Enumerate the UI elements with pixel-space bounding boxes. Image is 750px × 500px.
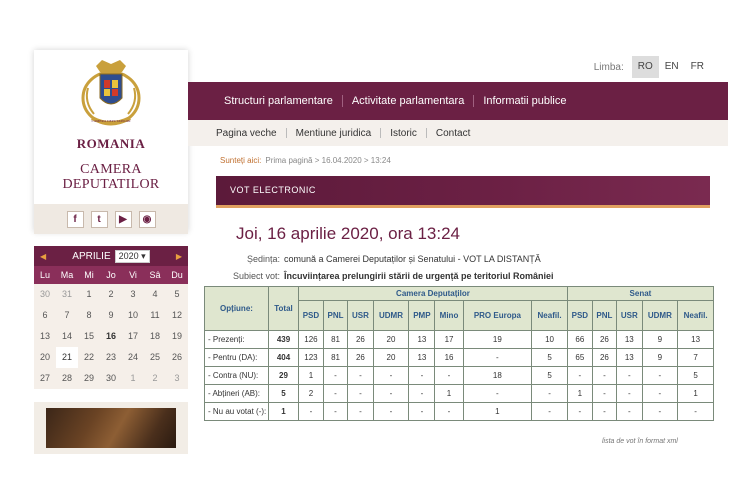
camera-vote-cell: -	[299, 403, 324, 421]
calendar-day[interactable]: 6	[42, 310, 48, 320]
senat-vote-cell: -	[592, 367, 616, 385]
col-option: Opțiune:	[205, 287, 269, 331]
language-selector	[594, 56, 710, 78]
calendar-day[interactable]: 13	[39, 331, 50, 341]
nav-activitate-parlamentara[interactable]: Activitate parlamentara	[351, 95, 465, 107]
senat-vote-cell: 7	[678, 349, 714, 367]
senat-vote-cell: 13	[678, 331, 714, 349]
twitter-icon[interactable]: t	[91, 211, 108, 228]
vote-total: 1	[269, 403, 299, 421]
camera-vote-cell: 5	[532, 349, 568, 367]
calendar-day[interactable]: 18	[149, 331, 160, 341]
camera-vote-cell: 1	[299, 367, 324, 385]
camera-vote-cell: 17	[435, 331, 463, 349]
senat-vote-cell: 65	[567, 349, 592, 367]
nav-mentiune-juridica[interactable]: Mentiune juridica	[295, 127, 372, 139]
calendar-day[interactable]: 12	[171, 310, 182, 320]
senat-vote-cell: 66	[567, 331, 592, 349]
vote-total: 439	[269, 331, 299, 349]
calendar-day[interactable]: 26	[171, 352, 182, 362]
camera-vote-cell: -	[409, 367, 435, 385]
secondary-nav	[188, 120, 728, 146]
weekday-label: Mi	[84, 270, 94, 280]
vote-row	[205, 385, 714, 403]
senat-vote-cell: -	[642, 385, 678, 403]
breadcrumb-label: Sunteți aici:	[220, 156, 262, 165]
breadcrumb	[220, 156, 391, 165]
nav-structuri-parlamentare[interactable]: Structuri parlamentare	[224, 95, 333, 107]
senat-vote-cell: -	[567, 367, 592, 385]
calendar-day[interactable]: 28	[61, 373, 72, 383]
camera-vote-cell: 20	[373, 331, 409, 349]
senat-party-header: Neafil.	[678, 301, 714, 331]
vote-row	[205, 403, 714, 421]
youtube-icon[interactable]: ▶	[115, 211, 132, 228]
camera-party-header: Neafil.	[532, 301, 568, 331]
vote-total: 404	[269, 349, 299, 367]
country-name: ROMANIA	[76, 136, 146, 151]
vote-option-label: - Nu au votat (-):	[205, 403, 269, 421]
camera-vote-cell: 1	[435, 385, 463, 403]
senat-vote-cell: -	[617, 385, 643, 403]
nav-contact[interactable]: Contact	[435, 127, 471, 139]
senat-vote-cell: -	[567, 403, 592, 421]
calendar-day[interactable]: 22	[83, 352, 94, 362]
camera-vote-cell: -	[323, 385, 347, 403]
senat-vote-cell: 13	[617, 349, 643, 367]
camera-party-header: USR	[348, 301, 374, 331]
calendar-day[interactable]: 2	[152, 373, 158, 383]
camera-vote-cell: -	[373, 403, 409, 421]
vote-row	[205, 331, 714, 349]
senat-vote-cell: 13	[617, 331, 643, 349]
vote-option-label: - Contra (NU):	[205, 367, 269, 385]
sedinta-label: Ședința:	[246, 254, 280, 264]
camera-vote-cell: 20	[373, 349, 409, 367]
calendar-day[interactable]: 7	[64, 310, 70, 320]
crest-ribbon-text: CAMERA DEPUTATILOR	[91, 119, 131, 123]
senat-vote-cell: 1	[567, 385, 592, 403]
vot-electronic-title: VOT ELECTRONIC	[230, 185, 316, 195]
camera-vote-cell: -	[323, 367, 347, 385]
calendar-day[interactable]: 23	[105, 352, 116, 362]
col-total: Total	[269, 287, 299, 331]
subiect-line	[200, 271, 554, 281]
nav-divider	[342, 95, 343, 107]
calendar-day[interactable]: 10	[127, 310, 138, 320]
calendar-day[interactable]: 27	[39, 373, 50, 383]
camera-vote-cell: -	[373, 385, 409, 403]
camera-vote-cell: -	[463, 349, 532, 367]
breadcrumb-path[interactable]: Prima pagină > 16.04.2020 > 13:24	[265, 156, 391, 165]
senat-vote-cell: -	[592, 403, 616, 421]
camera-vote-cell: 2	[299, 385, 324, 403]
calendar-title	[72, 250, 149, 263]
camera-party-header: PNL	[323, 301, 347, 331]
calendar-day[interactable]: 1	[130, 373, 136, 383]
calendar-day[interactable]: 8	[86, 310, 92, 320]
weekday-label: Vi	[129, 270, 137, 280]
calendar-day[interactable]: 2	[108, 289, 114, 299]
camera-vote-cell: -	[409, 403, 435, 421]
senat-vote-cell: 5	[678, 367, 714, 385]
weekday-label: Sâ	[149, 270, 161, 280]
sedinta-value: comună a Camerei Deputaților și Senatului - VOT LA DISTANȚĂ	[284, 254, 541, 264]
language-en[interactable]: EN	[664, 61, 679, 72]
institution-line-1: CAMERA	[80, 162, 142, 177]
nav-divider	[380, 128, 381, 138]
senat-vote-cell: 1	[678, 385, 714, 403]
subiect-label: Subiect vot:	[232, 271, 280, 281]
camera-party-header: PMP	[409, 301, 435, 331]
nav-istoric[interactable]: Istoric	[390, 127, 417, 139]
xml-list-link[interactable]: lista de vot în format xml	[602, 438, 678, 445]
facebook-icon[interactable]: f	[67, 211, 84, 228]
calendar-month: APRILIE	[72, 250, 111, 262]
senat-vote-cell: 26	[592, 349, 616, 367]
camera-vote-cell: 123	[299, 349, 324, 367]
senat-party-header: UDMR	[642, 301, 678, 331]
subiect-value: Încuviințarea prelungirii stării de urgență pe teritoriul României	[284, 271, 554, 281]
senat-vote-cell: 9	[642, 349, 678, 367]
calendar-day[interactable]: 11	[150, 310, 160, 320]
camera-party-header: PSD	[299, 301, 324, 331]
calendar-grid	[34, 284, 188, 389]
calendar-day[interactable]: 29	[83, 373, 94, 383]
calendar-day[interactable]: 14	[61, 331, 72, 341]
vote-option-label: - Pentru (DA):	[205, 349, 269, 367]
camera-vote-cell: 81	[323, 349, 347, 367]
camera-vote-cell: 1	[463, 403, 532, 421]
calendar	[34, 246, 188, 389]
camera-vote-cell: 18	[463, 367, 532, 385]
instagram-icon[interactable]: ◉	[139, 211, 156, 228]
camera-vote-cell: -	[348, 385, 374, 403]
weekday-label: Jo	[106, 270, 116, 280]
vote-total: 5	[269, 385, 299, 403]
senat-party-header: PSD	[567, 301, 592, 331]
calendar-day[interactable]: 5	[174, 289, 180, 299]
calendar-day[interactable]: 20	[39, 352, 50, 362]
institution-line-2: DEPUTATILOR	[62, 177, 160, 192]
camera-vote-cell: -	[373, 367, 409, 385]
language-label: Limba:	[593, 61, 624, 73]
camera-vote-cell: -	[532, 403, 568, 421]
session-title: Joi, 16 aprilie 2020, ora 13:24	[236, 224, 460, 243]
senat-vote-cell: -	[678, 403, 714, 421]
vote-results-table	[204, 286, 714, 421]
group-camera: Camera Deputaților	[299, 287, 568, 301]
nav-divider	[473, 95, 474, 107]
camera-vote-cell: -	[348, 403, 374, 421]
nav-informatii-publice[interactable]: Informatii publice	[483, 95, 567, 107]
camera-vote-cell: 13	[409, 349, 435, 367]
coat-of-arms-icon	[78, 58, 144, 132]
vote-row	[205, 349, 714, 367]
camera-vote-cell: 13	[409, 331, 435, 349]
calendar-day[interactable]: 21	[56, 347, 78, 368]
prev-month-icon[interactable]: ◀	[40, 251, 47, 261]
senat-vote-cell: 9	[642, 331, 678, 349]
camera-vote-cell: 16	[435, 349, 463, 367]
senat-vote-cell: 26	[592, 331, 616, 349]
language-fr[interactable]: FR	[690, 61, 704, 72]
camera-vote-cell: 81	[323, 331, 347, 349]
camera-vote-cell: 26	[348, 349, 374, 367]
social-links	[34, 204, 188, 234]
nav-pagina-veche[interactable]: Pagina veche	[216, 127, 277, 139]
vot-electronic-banner	[216, 176, 710, 208]
nav-divider	[426, 128, 427, 138]
camera-vote-cell: -	[348, 367, 374, 385]
vote-row	[205, 367, 714, 385]
calendar-day[interactable]: 17	[127, 331, 138, 341]
calendar-day[interactable]: 30	[39, 289, 50, 299]
camera-vote-cell: 26	[348, 331, 374, 349]
calendar-day[interactable]: 9	[108, 310, 114, 320]
calendar-day[interactable]: 24	[127, 352, 138, 362]
calendar-header	[34, 246, 188, 266]
senat-vote-cell: -	[592, 385, 616, 403]
camera-vote-cell: 126	[299, 331, 324, 349]
vote-option-label: - Abțineri (AB):	[205, 385, 269, 403]
next-month-icon[interactable]: ▶	[175, 251, 182, 261]
weekday-label: Ma	[60, 270, 74, 280]
camera-vote-cell: -	[435, 367, 463, 385]
senat-party-header: PNL	[592, 301, 616, 331]
promo-image[interactable]	[46, 408, 176, 448]
calendar-day[interactable]: 31	[61, 289, 72, 299]
calendar-day[interactable]: 16	[105, 331, 116, 341]
camera-vote-cell: -	[463, 385, 532, 403]
calendar-day[interactable]: 19	[171, 331, 182, 341]
senat-vote-cell: -	[617, 403, 643, 421]
camera-party-header: PRO Europa	[463, 301, 532, 331]
sedinta-line	[200, 254, 541, 264]
calendar-day[interactable]: 15	[83, 331, 94, 341]
senat-party-header: USR	[617, 301, 643, 331]
vote-total: 29	[269, 367, 299, 385]
institution-name	[34, 162, 188, 192]
camera-vote-cell: -	[409, 385, 435, 403]
calendar-weekdays	[34, 266, 188, 284]
language-ro[interactable]: RO	[632, 56, 659, 78]
calendar-day[interactable]: 25	[149, 352, 160, 362]
calendar-day[interactable]: 30	[105, 373, 116, 383]
camera-vote-cell: -	[435, 403, 463, 421]
senat-vote-cell: -	[642, 367, 678, 385]
vote-option-label: - Prezenți:	[205, 331, 269, 349]
senat-vote-cell: -	[642, 403, 678, 421]
camera-vote-cell: 19	[463, 331, 532, 349]
camera-vote-cell: -	[323, 403, 347, 421]
camera-party-header: UDMR	[373, 301, 409, 331]
camera-vote-cell: -	[532, 385, 568, 403]
senat-vote-cell: -	[617, 367, 643, 385]
promo-image-frame	[34, 402, 188, 454]
main-nav	[188, 82, 728, 120]
weekday-label: Du	[171, 270, 183, 280]
group-senat: Senat	[567, 287, 713, 301]
calendar-year-select[interactable]: 2020 ▾	[115, 250, 150, 263]
calendar-day[interactable]: 4	[152, 289, 158, 299]
camera-vote-cell: 10	[532, 331, 568, 349]
calendar-day[interactable]: 3	[130, 289, 136, 299]
calendar-day[interactable]: 3	[174, 373, 180, 383]
weekday-label: Lu	[39, 270, 50, 280]
camera-vote-cell: 5	[532, 367, 568, 385]
nav-divider	[286, 128, 287, 138]
calendar-day[interactable]: 1	[86, 289, 92, 299]
camera-party-header: Mino	[435, 301, 463, 331]
